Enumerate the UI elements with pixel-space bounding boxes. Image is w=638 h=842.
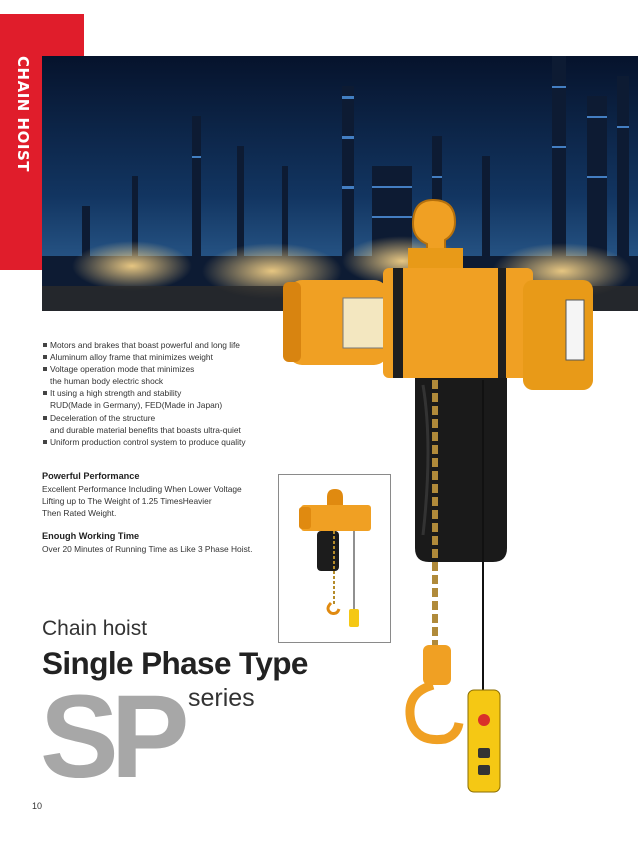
feature-bullet-list (42, 339, 302, 448)
chapter-tab-label-wrap (2, 44, 44, 184)
performance-body: Excellent Performance Including When Lower Voltage Lifting up to The Weight of 1.25 TimesHeavier Then Rated Weight. (42, 484, 242, 518)
chapter-tab-label: CHAIN HOIST (14, 56, 33, 172)
performance-section (42, 470, 282, 519)
feature-bullet: It using a high strength and stability RUD(Made in Germany), FED(Made in Japan) (42, 387, 302, 411)
product-title: Single Phase Type (42, 645, 308, 681)
feature-bullet: Aluminum alloy frame that minimizes weight (42, 351, 302, 363)
working-time-heading: Enough Working Time (42, 531, 140, 541)
model-code: SP (40, 671, 182, 803)
product-subtitle: Chain hoist (42, 617, 148, 640)
feature-bullet: Motors and brakes that boast powerful and long life (42, 339, 302, 351)
working-time-section (42, 530, 282, 555)
chain-hoist-product-image (283, 190, 603, 810)
series-label: series (188, 684, 255, 712)
feature-bullet: Deceleration of the structure and durable material benefits that boasts ultra-quiet (42, 412, 302, 436)
page-number: 10 (32, 801, 43, 811)
feature-bullet: Uniform production control system to produce quality (42, 436, 302, 448)
feature-bullet: Voltage operation mode that minimizes the human body electric shock (42, 363, 302, 387)
performance-heading: Powerful Performance (42, 471, 140, 481)
working-time-body: Over 20 Minutes of Running Time as Like 3 Phase Hoist. (42, 544, 253, 554)
